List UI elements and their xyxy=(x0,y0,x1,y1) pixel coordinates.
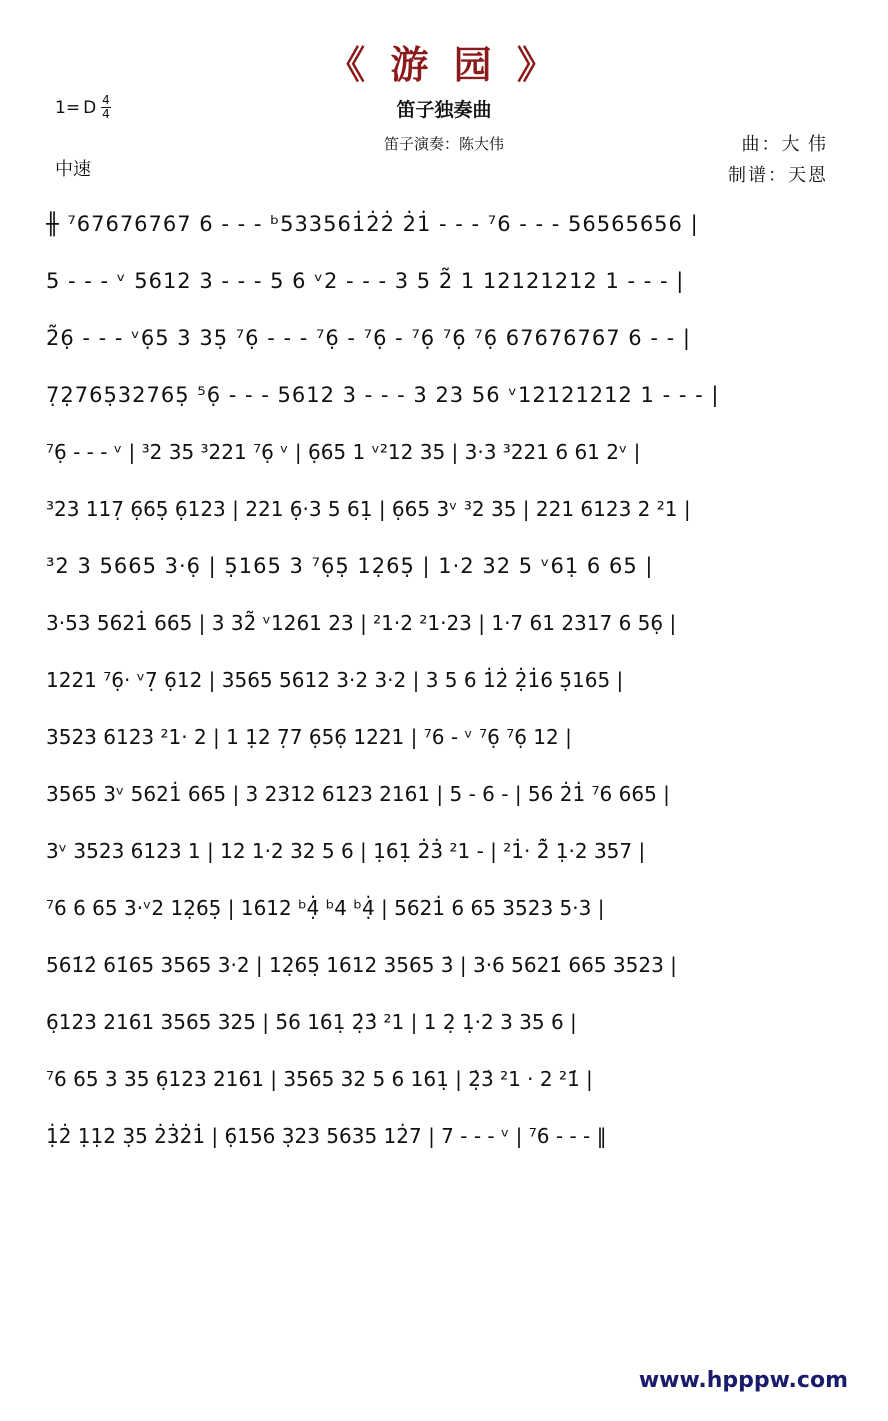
score-line: ⁷6 6 65 3·ᵛ2 12̣65̣ | 1612 ᵇ4̣̇ ᵇ4 ᵇ4̣̇ | 5621̇ 6 65 3523 5·3 | xyxy=(46,896,605,920)
score-line: ⁷6̣ - - - ᵛ | ³2 35 ³221 ⁷6̣ ᵛ | 6̣65 1 ᵛ²12 35 | 3·3 ³221 6 61 2ᵛ | xyxy=(46,440,641,464)
score-line: 561̇2̇ 61̇65 3565 3·2 | 12̣65̣ 1612 3565 3̇ | 3·6 5621̇ 665 3523 | xyxy=(46,953,677,977)
score-line: 3565 3ᵛ 5621̇ 665 | 3 2312 6123 2161 | 5 - 6 - | 56 2̇1̇ ⁷6 665 | xyxy=(46,782,670,806)
score-line: 7̣2̣765̣32765̣ ⁵6̣ - - - 5612 3 - - - 3 23 56 ᵛ12121212 1 - - - | xyxy=(46,383,720,407)
engraver-credit: 制谱：天恩 xyxy=(728,165,828,185)
watermark-url: www.hpppw.com xyxy=(638,1368,848,1393)
performer-credit: 笛子演奏：陈大伟 xyxy=(383,137,504,153)
score-line: ³23 117̣ 6̣65̣ 6̣123 | 221 6̣·3 5 61̣ | 6̣65 3ᵛ ³2 35 | 221 6123 2 ²1 | xyxy=(46,497,691,521)
score-line: ⁷6 65 3 35 6̣123 2161 | 3565 32 5 6 161̣ | 2̣̇3̇ ²1 · 2 ²1̇ | xyxy=(46,1067,593,1091)
score-body xyxy=(46,196,846,1165)
score-line: 5 - - - ᵛ 5612 3 - - - 5 6 ᵛ2 - - - 3 5 2̃ 1 12121212 1 - - - | xyxy=(46,269,685,293)
score-line: 1̣̇2̇ 1̣1̣2 3̣5 2̇3̇2̇1̇ | 6̣156 3̣23 5635 12̇7 | 7 - - - ᵛ | ⁷6 - - - ‖ xyxy=(46,1124,607,1148)
time-signature xyxy=(101,94,111,120)
key-label: 1= xyxy=(55,98,81,119)
score-line: 3·53 5621̇ 665 | 3 32̃ ᵛ1261 23 | ²1·2 ²1·23 | 1·7 61 2317 6 56̣ | xyxy=(46,611,677,635)
score-line: 1221 ⁷6̣· ᵛ7̣ 6̣12 | 3565 5612 3·2 3·2 | 3 5 6 1̇2̇ 2̣̇1̇6 5̣165 | xyxy=(46,668,624,692)
score-line: 3523 6123 ²1· 2 | 1 1̣2 7̣7 6̣56̣ 1221 | ⁷6 - ᵛ ⁷6̣ ⁷6̣ 12 | xyxy=(46,725,572,749)
subtitle: 笛子独奏曲 xyxy=(396,100,492,121)
score-line: 6̣123 2161 3565 325 | 5̇6 161̣ 2̣̇3̇ ²1 | 1 2̣ 1̣·2 3 35 6 | xyxy=(46,1010,577,1034)
tempo-marking: 中速 xyxy=(55,159,91,179)
time-denominator: 4 xyxy=(102,106,110,121)
page-title: 《 游 园 》 xyxy=(327,42,561,87)
score-line: 2̃6̣ - - - ᵛ6̣5 3 35̣ ⁷6̣ - - - ⁷6̣ - ⁷6̣ - ⁷6̣ ⁷6̣ ⁷6̣ 67676767 6 - - | xyxy=(46,326,691,350)
composer-credit: 曲：大 伟 xyxy=(741,134,828,154)
score-line: ³2 3 5665 3·6̣ | 5̣165 3 ⁷6̣5̣ 12̣65̣ | 1·2 32 5 ᵛ61̣ 6 65 | xyxy=(46,554,654,578)
score-line: 3ᵛ 3523 6123 1 | 12 1·2 32 5 6 | 1̣61̣ 2̇3̇ ²1 - | ²1̇· 2̃̇ 1̣·2 357 | xyxy=(46,839,646,863)
key-value: D xyxy=(83,98,97,119)
time-numerator: 4 xyxy=(102,93,110,107)
key-signature xyxy=(55,95,111,121)
score-line: ╫ ⁷67676767 6 - - - ᵇ533561̇2̇2̇ 2̇1̇ - - - ⁷6 - - - 56565656 | xyxy=(46,212,699,236)
